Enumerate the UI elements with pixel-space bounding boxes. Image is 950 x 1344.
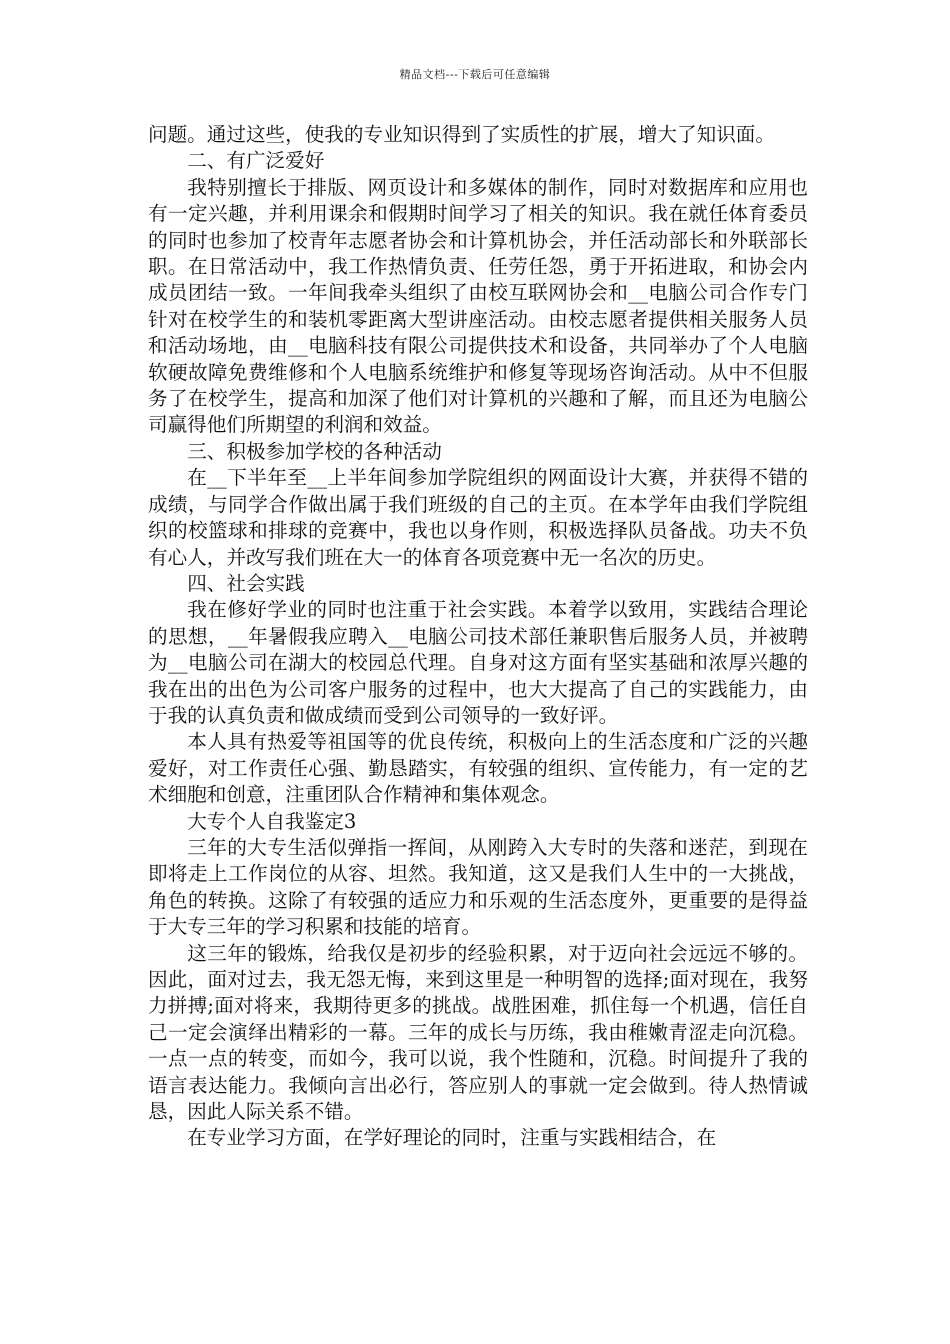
page-header: 精品文档---下载后可任意编辑 <box>399 68 551 81</box>
paragraph-continuation: 问题。通过这些，使我的专业知识得到了实质性的扩展，增大了知识面。 <box>148 123 775 146</box>
section-heading-hobbies: 二、有广泛爱好 <box>187 149 325 173</box>
paragraph-study: 在专业学习方面，在学好理论的同时，注重与实践相结合，在 <box>187 1126 717 1150</box>
document-body <box>148 122 808 1152</box>
paragraph-practice: 我在修好学业的同时也注重于社会实践。本着学以致用，实践结合理论的思想，__年暑假我应聘入__电脑公司技术部任兼职售后服务人员，并被聘为__电脑公司在湖大的校园总代理。自身对这方面有坚实基础和浓厚兴趣的我在出的出色为公司客户服务的过程中，也大大提高了自己的实践能力，由于我的认真负责和做成绩而受到公司领导的一致好评。 <box>148 598 808 727</box>
paragraph-growth: 这三年的锻炼，给我仅是初步的经验积累，对于迈向社会远远不够的。因此，面对过去，我无怨无悔，来到这里是一种明智的选择;面对现在，我努力拼搏;面对将来，我期待更多的挑战。战胜困难，抓住每一个机遇，信任自己一定会演绎出精彩的一幕。三年的成长与历练，我由稚嫩青涩走向沉稳。一点一点的转变，而如今，我可以说，我个性随和，沉稳。时间提升了我的语言表达能力。我倾向言出必行，答应别人的事就一定会做到。待人热情诚恳，因此人际关系不错。 <box>148 941 808 1124</box>
paragraph-college-life: 三年的大专生活似弹指一挥间，从刚跨入大专时的失落和迷茫，到现在即将走上工作岗位的从容、坦然。我知道，这又是我们人生中的一大挑战，角色的转换。这除了有较强的适应力和乐观的生活态度外，更重要的是得益于大专三年的学习积累和技能的培育。 <box>148 835 808 939</box>
paragraph-hobbies: 我特别擅长于排版、网页设计和多媒体的制作，同时对数据库和应用也有一定兴趣，并利用课余和假期时间学习了相关的知识。我在就任体育委员的同时也参加了校青年志愿者协会和计算机协会，并任活动部长和外联部长职。在日常活动中，我工作热情负责、任劳任怨，勇于开拓进取，和协会内成员团结一致。一年间我牵头组织了由校互联网协会和__电脑公司合作专门针对在校学生的和装机零距离大型讲座活动。由校志愿者提供相关服务人员和活动场地，由__电脑科技有限公司提供技术和设备，共同举办了个人电脑软硬故障免费维修和个人电脑系统维护和修复等现场咨询活动。从中不但服务了在校学生，提高和加深了他们对计算机的兴趣和了解，而且还为电脑公司赢得他们所期望的利润和效益。 <box>148 175 808 437</box>
section-heading-activities: 三、积极参加学校的各种活动 <box>187 439 442 463</box>
section-heading-practice: 四、社会实践 <box>187 571 305 595</box>
paragraph-summary: 本人具有热爱等祖国等的优良传统，积极向上的生活态度和广泛的兴趣爱好，对工作责任心强、勤恳踏实，有较强的组织、宣传能力，有一定的艺术细胞和创意，注重团队合作精神和集体观念。 <box>148 730 808 807</box>
paragraph-activities: 在__下半年至__上半年间参加学院组织的网面设计大赛，并获得不错的成绩，与同学合作做出属于我们班级的自己的主页。在本学年由我们学院组织的校篮球和排球的竞赛中，我也以身作则，积极选择队员备战。功夫不负有心人，并改写我们班在大一的体育各项竞赛中无一名次的历史。 <box>148 466 808 569</box>
section-heading-appraisal-3: 大专个人自我鉴定3 <box>187 809 357 833</box>
